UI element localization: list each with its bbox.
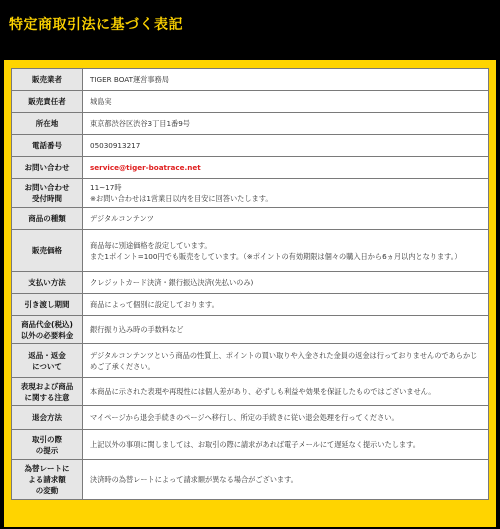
row-label: 取引の際 の提示: [32, 434, 62, 455]
row-value-line: 東京都渋谷区渋谷3丁目1番9号: [90, 119, 190, 128]
row-value-cell: [83, 344, 489, 378]
row-value-cell: [83, 69, 489, 91]
row-label-cell: [12, 316, 83, 344]
row-label-cell: [12, 272, 83, 294]
table-row: [12, 378, 489, 406]
table-row: [12, 157, 489, 179]
row-label-cell: [12, 113, 83, 135]
row-value-cell: [83, 179, 489, 208]
row-value-cell: [83, 135, 489, 157]
table-row: [12, 113, 489, 135]
row-label: 支払い方法: [28, 278, 66, 287]
row-label-cell: [12, 135, 83, 157]
table-row: [12, 460, 489, 500]
row-value-line: 決済時の為替レートによって請求額が異なる場合がございます。: [90, 475, 298, 484]
table-row: [12, 316, 489, 344]
table-row: [12, 135, 489, 157]
row-value-line: また1ポイント=100円でも販売をしています。（※ポイントの有効期限は個々の購入日から6ヵ月以内となります。）: [90, 251, 462, 261]
row-label-cell: [12, 69, 83, 91]
row-label-cell: [12, 294, 83, 316]
row-value-line: 商品毎に別途価格を設定しています。: [90, 240, 212, 250]
row-label: 商品代金(税込) 以外の必要料金: [20, 319, 74, 340]
row-value-cell: [83, 316, 489, 344]
row-value-line: 銀行振り込み時の手数料など: [90, 325, 184, 334]
row-value-line: 本商品に示された表現や再現性には個人差があり、必ずしも利益や効果を保証したものではございません。: [90, 387, 436, 396]
row-value-cell: [83, 230, 489, 272]
row-label-cell: [12, 179, 83, 208]
table-row: [12, 91, 489, 113]
row-value-cell: [83, 91, 489, 113]
table-row: [12, 294, 489, 316]
row-value-line: TIGER BOAT運営事務局: [90, 75, 169, 84]
row-label: 商品の種類: [28, 214, 66, 223]
row-label: 為替レートに よる請求額 の変動: [24, 464, 70, 495]
legal-info-table: [11, 68, 489, 500]
row-value-line: 11~17時: [90, 183, 122, 192]
row-value-line: ※お問い合わせは1営業日以内を目安に回答いたします。: [90, 194, 273, 203]
table-row: [12, 406, 489, 430]
row-value-line: 上記以外の事項に関しましては、お取引の際に請求があれば電子メールにて遅延なく提示いたします。: [90, 440, 420, 449]
row-value-line: 05030913217: [90, 141, 141, 150]
row-value-line: デジタルコンテンツ: [90, 214, 154, 223]
row-value-cell: [83, 272, 489, 294]
row-label: 販売責任者: [28, 97, 66, 106]
row-label-cell: [12, 344, 83, 378]
row-label-cell: [12, 406, 83, 430]
row-label: お問い合わせ 受付時間: [24, 183, 70, 203]
table-row: [12, 69, 489, 91]
table-row: [12, 208, 489, 230]
row-value-cell: [83, 294, 489, 316]
row-value-cell: [83, 208, 489, 230]
row-label: 引き渡し期間: [24, 300, 70, 309]
row-label: 販売価格: [32, 246, 62, 255]
row-value-cell: [83, 113, 489, 135]
info-panel: [4, 60, 496, 527]
table-row: [12, 430, 489, 460]
row-value-line: デジタルコンテンツという商品の性質上、ポイントの買い取りや入金された金員の返金は行っておりませんのであらかじめご了承ください。: [90, 350, 478, 371]
row-label: 所在地: [35, 119, 59, 128]
row-label: 表現および商品 に関する注意: [20, 381, 74, 402]
page-title: 特定商取引法に基づく表記: [9, 17, 183, 33]
row-value-cell: [83, 460, 489, 500]
table-row: [12, 344, 489, 378]
row-value-cell: [83, 430, 489, 460]
row-label-cell: [12, 460, 83, 500]
table-row: [12, 179, 489, 208]
row-label-cell: [12, 430, 83, 460]
row-label: 販売業者: [32, 75, 62, 84]
row-value-line: クレジットカード決済・銀行振込決済(先払いのみ): [90, 278, 254, 287]
row-value-cell: [83, 378, 489, 406]
row-label-cell: [12, 208, 83, 230]
row-value-cell: [83, 406, 489, 430]
row-label: 電話番号: [32, 141, 62, 150]
row-label-cell: [12, 230, 83, 272]
row-label: お問い合わせ: [24, 163, 70, 172]
row-label: 返品・返金 について: [28, 350, 66, 371]
row-value-cell: [83, 157, 489, 179]
table-row: [12, 230, 489, 272]
row-value-line: 城島実: [90, 97, 112, 106]
row-value-line: マイページから退会手続きのページへ移行し、所定の手続きに従い退会処理を行ってください。: [90, 413, 399, 422]
row-label-cell: [12, 378, 83, 406]
row-label-cell: [12, 157, 83, 179]
row-label-cell: [12, 91, 83, 113]
table-row: [12, 272, 489, 294]
row-label: 退会方法: [32, 413, 62, 422]
email-link[interactable]: service@tiger-boatrace.net: [90, 163, 201, 172]
row-value-line: 商品によって個別に設定しております。: [90, 300, 219, 309]
